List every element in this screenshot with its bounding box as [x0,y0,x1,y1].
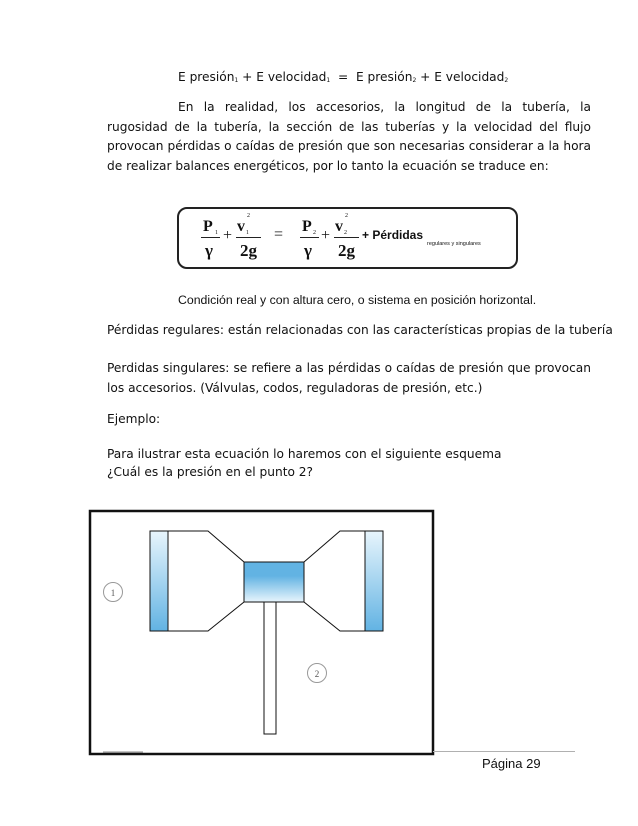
regular-losses-text: Pérdidas regulares: están relacionadas con las características propias de la tubería [107,323,613,337]
formula-v2-sub: 2 [344,230,347,236]
formula-plus: + [223,227,233,244]
eq-right: E presión [355,70,413,84]
eq-sub: 1 [326,77,331,84]
formula-v2: v [335,218,343,235]
point-1-label: 1 [110,588,116,598]
point-2-label: 2 [314,669,320,679]
left-column-water [150,531,168,631]
example-line-2: ¿Cuál es la presión en el punto 2? [107,465,314,479]
formula-v1: v [237,218,245,235]
central-pipe-water [244,562,304,602]
formula-p2: P [302,218,312,235]
formula-p2-sub: 2 [313,230,316,236]
eq-plus1: + E velocidad [242,70,327,84]
example-label: Ejemplo: [107,412,161,426]
eq-equals: = [338,70,349,84]
formula-losses: + Pérdidas [362,228,424,242]
right-column-water [365,531,383,631]
formula-gamma2: γ [304,241,312,260]
page-number: Página 29 [482,756,541,771]
formula-v2-sq: 2 [345,213,348,219]
formula-p1-sub: 1 [215,230,218,236]
intro-paragraph: En la realidad, los accesorios, la longitud de la tubería, la rugosidad de la tubería, la sección de las tuberías y la velocidad del flujo provocan pérdidas o caídas de presión que son necesarias considerar a la hora de realizar balances energéticos, por lo tanto la ecuación se traduce en: [107,100,591,173]
eq-sub: 1 [234,77,239,84]
formula-v1-sub: 1 [246,230,249,236]
eq-plus2: + E velocidad [420,70,505,84]
formula-2g-2: 2g [338,241,355,260]
formula-p1: P [203,218,213,235]
formula-plus: + [321,227,331,244]
eq-sub: 2 [504,77,509,84]
condition-text: Condición real y con altura cero, o sistema en posición horizontal. [178,293,537,307]
formula-equals: = [274,226,284,243]
eq-sub: 2 [412,77,417,84]
example-line-1: Para ilustrar esta ecuación lo haremos con el siguiente esquema [107,447,502,461]
singular-losses-text: Perdidas singulares: se refiere a las pérdidas o caídas de presión que provocan los accesorios. (Válvulas, codos, reguladoras de presión, etc.) [107,361,591,395]
formula-v1-sq: 2 [247,213,250,219]
eq-left: E presión [178,70,235,84]
formula-2g-1: 2g [240,241,257,260]
formula-losses-sub: regulares y singulares [427,241,481,247]
formula-gamma1: γ [205,241,213,260]
footer-rule [433,751,575,752]
manometer-stem [264,602,276,734]
